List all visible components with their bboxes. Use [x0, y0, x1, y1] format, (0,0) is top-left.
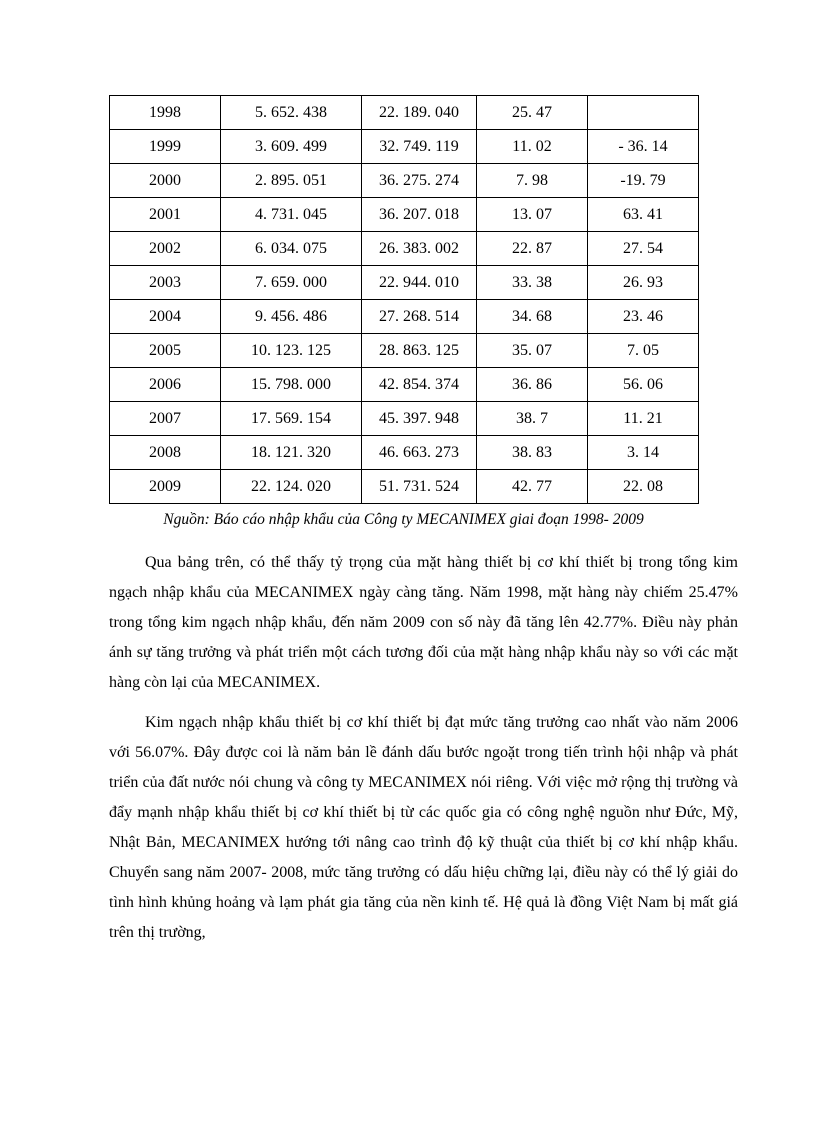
paragraph-2: Kim ngạch nhập khẩu thiết bị cơ khí thiết bị đạt mức tăng trưởng cao nhất vào năm 2006 với 56.07%. Đây được coi là năm bản lề đánh dấu bước ngoặt trong tiến trình hội nhập và phát triển của đất nước nói chung và công ty MECANIMEX nói riêng. Với việc mở rộng thị trường và đẩy mạnh nhập khẩu thiết bị cơ khí thiết bị từ các quốc gia có công nghệ nguồn như Đức, Mỹ, Nhật Bản, MECANIMEX hướng tới nâng cao trình độ kỹ thuật của thiết bị cơ khí nhập khẩu. Chuyển sang năm 2007- 2008, mức tăng trưởng có dấu hiệu chững lại, điều này có thể lý giải do tình hình khủng hoảng và lạm phát gia tăng của nền kinh tế. Hệ quả là đồng Việt Nam bị mất giá trên thị trường, [109, 714, 738, 941]
table-cell: 26. 93 [588, 266, 699, 300]
table-row [110, 402, 699, 436]
table-cell: 22. 87 [477, 232, 588, 266]
table-cell: 2009 [110, 470, 221, 504]
table-cell: 42. 77 [477, 470, 588, 504]
table-cell: 2005 [110, 334, 221, 368]
table-cell: 9. 456. 486 [221, 300, 362, 334]
table-cell: 28. 863. 125 [362, 334, 477, 368]
table-cell: 13. 07 [477, 198, 588, 232]
table-cell: 23. 46 [588, 300, 699, 334]
table-cell: 22. 944. 010 [362, 266, 477, 300]
table-cell: 34. 68 [477, 300, 588, 334]
table-cell: 11. 21 [588, 402, 699, 436]
table-cell: 15. 798. 000 [221, 368, 362, 402]
table-cell: 2007 [110, 402, 221, 436]
table-cell: 35. 07 [477, 334, 588, 368]
table-cell: 42. 854. 374 [362, 368, 477, 402]
table-cell: 36. 207. 018 [362, 198, 477, 232]
table-caption: Nguồn: Báo cáo nhập khẩu của Công ty MECANIMEX giai đoạn 1998- 2009 [163, 511, 644, 528]
table-row [110, 470, 699, 504]
table-cell: 27. 54 [588, 232, 699, 266]
table-cell: 46. 663. 273 [362, 436, 477, 470]
table-cell: 36. 86 [477, 368, 588, 402]
table-cell: 51. 731. 524 [362, 470, 477, 504]
table-cell: 22. 08 [588, 470, 699, 504]
paragraph-1: Qua bảng trên, có thể thấy tỷ trọng của mặt hàng thiết bị cơ khí thiết bị trong tổng kim ngạch nhập khẩu của MECANIMEX ngày càng tăng. Năm 1998, mặt hàng này chiếm 25.47% trong tổng kim ngạch nhập khẩu, đến năm 2009 con số này đã tăng lên 42.77%. Điều này phản ánh sự tăng trưởng và phát triển một cách tương đối của mặt hàng nhập khẩu này so với các mặt hàng còn lại của MECANIMEX. [109, 554, 738, 691]
table-cell: 2001 [110, 198, 221, 232]
table-cell: 10. 123. 125 [221, 334, 362, 368]
table-cell: 38. 83 [477, 436, 588, 470]
table-cell: 1999 [110, 130, 221, 164]
table-cell: 2003 [110, 266, 221, 300]
body-text [109, 548, 738, 958]
table-cell: 32. 749. 119 [362, 130, 477, 164]
table-row [110, 368, 699, 402]
table-cell: 56. 06 [588, 368, 699, 402]
table-cell: 2008 [110, 436, 221, 470]
table-cell: 3. 609. 499 [221, 130, 362, 164]
table-cell: 4. 731. 045 [221, 198, 362, 232]
table-cell: 27. 268. 514 [362, 300, 477, 334]
table-row [110, 232, 699, 266]
table-cell: 38. 7 [477, 402, 588, 436]
table-cell: 63. 41 [588, 198, 699, 232]
table-row [110, 300, 699, 334]
table-cell: 22. 189. 040 [362, 96, 477, 130]
table-row [110, 436, 699, 470]
table-row [110, 198, 699, 232]
table-cell: 2002 [110, 232, 221, 266]
table-cell: 6. 034. 075 [221, 232, 362, 266]
table-cell: 45. 397. 948 [362, 402, 477, 436]
table-cell: 7. 659. 000 [221, 266, 362, 300]
table-cell: 1998 [110, 96, 221, 130]
table-row [110, 130, 699, 164]
table-cell: 2006 [110, 368, 221, 402]
table-cell: 3. 14 [588, 436, 699, 470]
table-cell: 26. 383. 002 [362, 232, 477, 266]
table-cell: -19. 79 [588, 164, 699, 198]
table-cell: 7. 98 [477, 164, 588, 198]
table-cell: 5. 652. 438 [221, 96, 362, 130]
table-cell: - 36. 14 [588, 130, 699, 164]
table-row [110, 96, 699, 130]
import-data-table [109, 95, 699, 504]
table-cell: 2004 [110, 300, 221, 334]
table-cell [588, 96, 699, 130]
table-body [110, 96, 699, 504]
table-cell: 22. 124. 020 [221, 470, 362, 504]
table-cell: 36. 275. 274 [362, 164, 477, 198]
table-cell: 11. 02 [477, 130, 588, 164]
table-row [110, 164, 699, 198]
table-cell: 7. 05 [588, 334, 699, 368]
table-cell: 17. 569. 154 [221, 402, 362, 436]
table-cell: 2000 [110, 164, 221, 198]
table-cell: 33. 38 [477, 266, 588, 300]
table-row [110, 334, 699, 368]
table-cell: 2. 895. 051 [221, 164, 362, 198]
table-row [110, 266, 699, 300]
table-cell: 18. 121. 320 [221, 436, 362, 470]
table-cell: 25. 47 [477, 96, 588, 130]
